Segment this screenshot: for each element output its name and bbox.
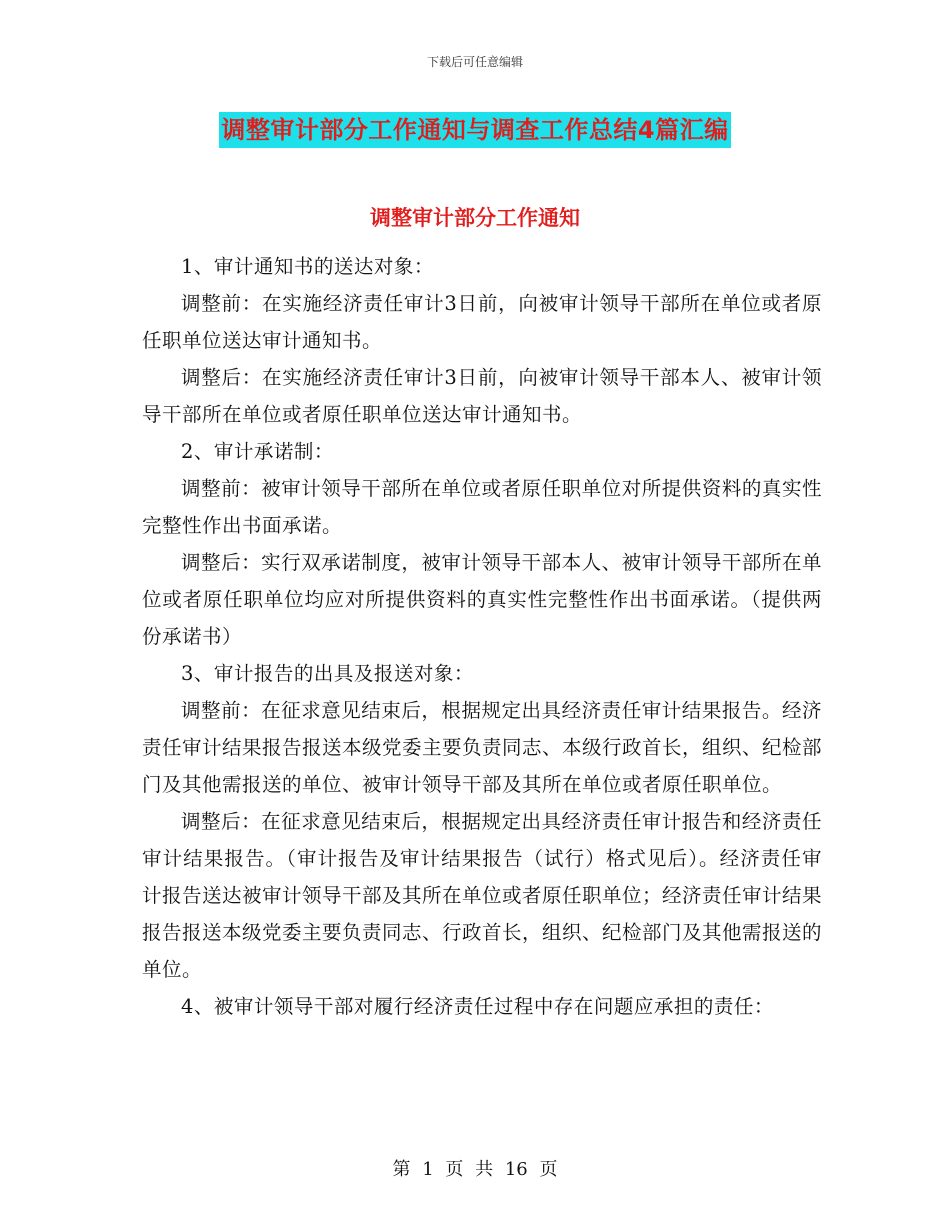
paragraph: 4、被审计领导干部对履行经济责任过程中存在问题应承担的责任： — [181, 995, 774, 1018]
document-title: 调整审计部分工作通知与调查工作总结4篇汇编 — [219, 112, 730, 148]
section-title: 调整审计部分工作通知 — [370, 206, 580, 230]
paragraph: 调整后：实行双承诺制度，被审计领导干部本人、被审计领导干部所在单位或者原任职单位均应对所提供资料的真实性完整性作出书面承诺。（提供两份承诺书） — [142, 551, 822, 648]
document-body — [142, 248, 822, 1025]
header-note: 下载后可任意编辑 — [426, 55, 523, 69]
paragraph: 3、审计报告的出具及报送对象： — [181, 662, 474, 685]
paragraph: 1、审计通知书的送达对象： — [181, 255, 434, 278]
paragraph: 调整前：在征求意见结束后，根据规定出具经济责任审计结果报告。经济责任审计结果报告报送本级党委主要负责同志、本级行政首长，组织、纪检部门及其他需报送的单位、被审计领导干部及其所在单位或者原任职单位。 — [142, 699, 823, 796]
paragraph: 调整前：在实施经济责任审计3日前，向被审计领导干部所在单位或者原任职单位送达审计通知书。 — [142, 292, 822, 352]
page-number-footer: 第 1 页 共 16 页 — [392, 1159, 558, 1180]
document-title-container — [0, 112, 950, 148]
paragraph: 调整前：被审计领导干部所在单位或者原任职单位对所提供资料的真实性完整性作出书面承诺。 — [142, 477, 822, 537]
paragraph: 调整后：在实施经济责任审计3日前，向被审计领导干部本人、被审计领导干部所在单位或者原任职单位送达审计通知书。 — [142, 366, 822, 426]
paragraph: 调整后：在征求意见结束后，根据规定出具经济责任审计报告和经济责任审计结果报告。（审计报告及审计结果报告（试行）格式见后）。经济责任审计报告送达被审计领导干部及其所在单位或者原任职单位；经济责任审计结果报告报送本级党委主要负责同志、行政首长，组织、纪检部门及其他需报送的单位。 — [142, 810, 823, 981]
paragraph: 2、审计承诺制： — [181, 440, 334, 463]
